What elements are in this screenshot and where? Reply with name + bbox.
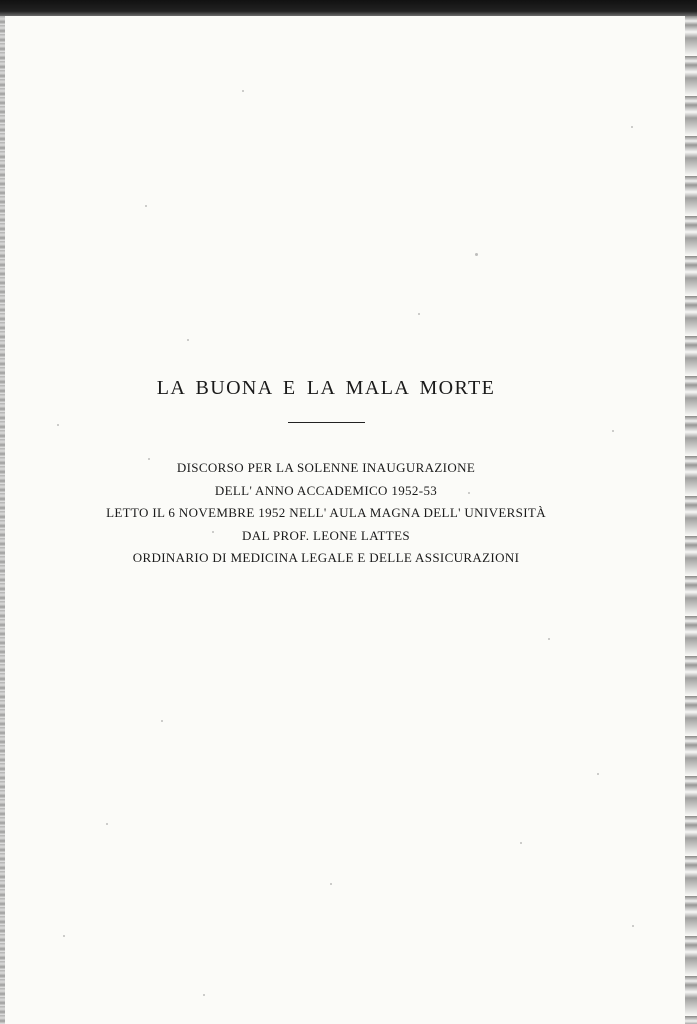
title-divider: [288, 422, 365, 423]
scan-right-border: [685, 16, 697, 1024]
paper-speck: [63, 935, 65, 937]
paper-speck: [597, 773, 599, 775]
subtitle-line-discorso: DISCORSO PER LA SOLENNE INAUGURAZIONE: [176, 460, 476, 475]
document-title: LA BUONA E LA MALA MORTE: [156, 377, 496, 399]
subtitle-line-anno-accademico: DELL' ANNO ACCADEMICO 1952-53: [214, 482, 438, 498]
paper-speck: [106, 823, 108, 825]
paper-speck: [57, 424, 59, 426]
paper-speck: [203, 994, 205, 996]
subtitle-line-author: DAL PROF. LEONE LATTES: [242, 527, 410, 543]
paper-speck: [520, 842, 522, 844]
paper-speck: [330, 883, 332, 885]
subtitle-line-letto: LETTO IL 6 NOVEMBRE 1952 NELL' AULA MAGNA DELL' UNIVERSITÀ: [106, 505, 546, 521]
paper-speck: [631, 126, 633, 128]
paper-speck: [242, 90, 244, 92]
paper-speck: [475, 253, 478, 256]
subtitle-line-ordinario: ORDINARIO DI MEDICINA LEGALE E DELLE ASSICURAZIONI: [132, 550, 520, 566]
paper-speck: [548, 638, 550, 640]
scan-top-border: [0, 0, 697, 16]
paper-speck: [145, 205, 147, 207]
paper-speck: [612, 430, 614, 432]
paper-speck: [418, 313, 420, 315]
paper-speck: [161, 720, 163, 722]
paper-speck: [187, 339, 189, 341]
subtitle-block: [0, 457, 652, 570]
paper-speck: [632, 925, 634, 927]
